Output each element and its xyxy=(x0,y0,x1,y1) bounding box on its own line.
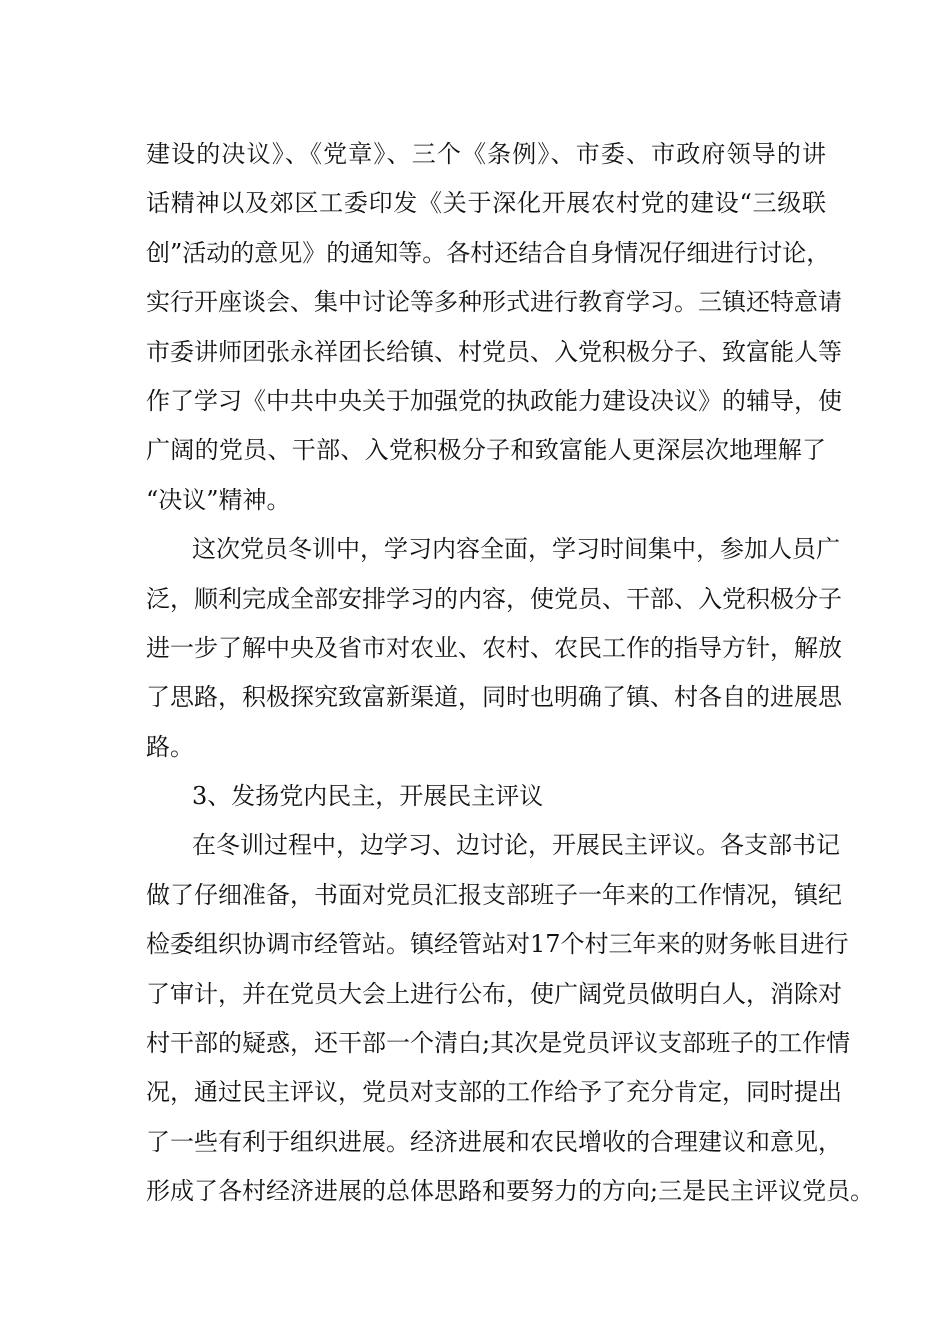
text-line: 检委组织协调市经管站。镇经管站对17个村三年来的财务帐目进行 xyxy=(146,930,849,959)
text-line: 作了学习《中共中央关于加强党的执政能力建设决议》的辅导，使 xyxy=(146,386,842,415)
text-line: “决议”精神。 xyxy=(146,485,291,514)
text-line: 了一些有利于组织进展。经济进展和农民增收的合理建议和意见， xyxy=(146,1127,842,1156)
text-line: 了审计，并在党员大会上进行公布，使广阔党员做明白人，消除对 xyxy=(146,979,842,1008)
text-line: 建设的决议》、《党章》、三个《条例》、市委、市政府领导的讲 xyxy=(146,140,826,168)
text-line: 创”活动的意见》的通知等。各村还结合自身情况仔细进行讨论， xyxy=(146,238,831,267)
text-line: 路。 xyxy=(146,732,194,761)
text-line: 了思路，积极探究致富新渠道，同时也明确了镇、村各自的进展思 xyxy=(146,683,842,712)
text-line: 市委讲师团张永祥团长给镇、村党员、入党积极分子、致富能人等 xyxy=(146,337,842,366)
section-heading: 3、发扬党内民主，开展民主评议 xyxy=(192,782,544,811)
text-line: 话精神以及郊区工委印发《关于深化开展农村党的建设“三级联 xyxy=(146,189,826,218)
text-line: 实行开座谈会、集中讨论等多种形式进行教育学习。三镇还特意请 xyxy=(146,288,842,317)
text-line: 广阔的党员、干部、入党积极分子和致富能人更深层次地理解了 xyxy=(146,436,826,465)
text-line: 做了仔细准备，书面对党员汇报支部班子一年来的工作情况，镇纪 xyxy=(146,880,842,909)
paragraph-first-line: 在冬训过程中，边学习、边讨论，开展民主评议。各支部书记 xyxy=(192,831,840,860)
text-line: 况，通过民主评议，党员对支部的工作给予了充分肯定，同时提出 xyxy=(146,1078,842,1107)
text-line: 村干部的疑惑，还干部一个清白;其次是党员评议支部班子的工作情 xyxy=(146,1029,851,1058)
text-line: 形成了各村经济进展的总体思路和要努力的方向;三是民主评议党员。 xyxy=(146,1177,875,1206)
document-body xyxy=(146,130,875,1217)
text-line: 泛，顺利完成全部安排学习的内容，使党员、干部、入党积极分子 xyxy=(146,584,842,613)
paragraph-first-line: 这次党员冬训中，学习内容全面，学习时间集中，参加人员广 xyxy=(192,535,840,564)
text-line: 进一步了解中央及省市对农业、农村、农民工作的指导方针，解放 xyxy=(146,633,842,662)
